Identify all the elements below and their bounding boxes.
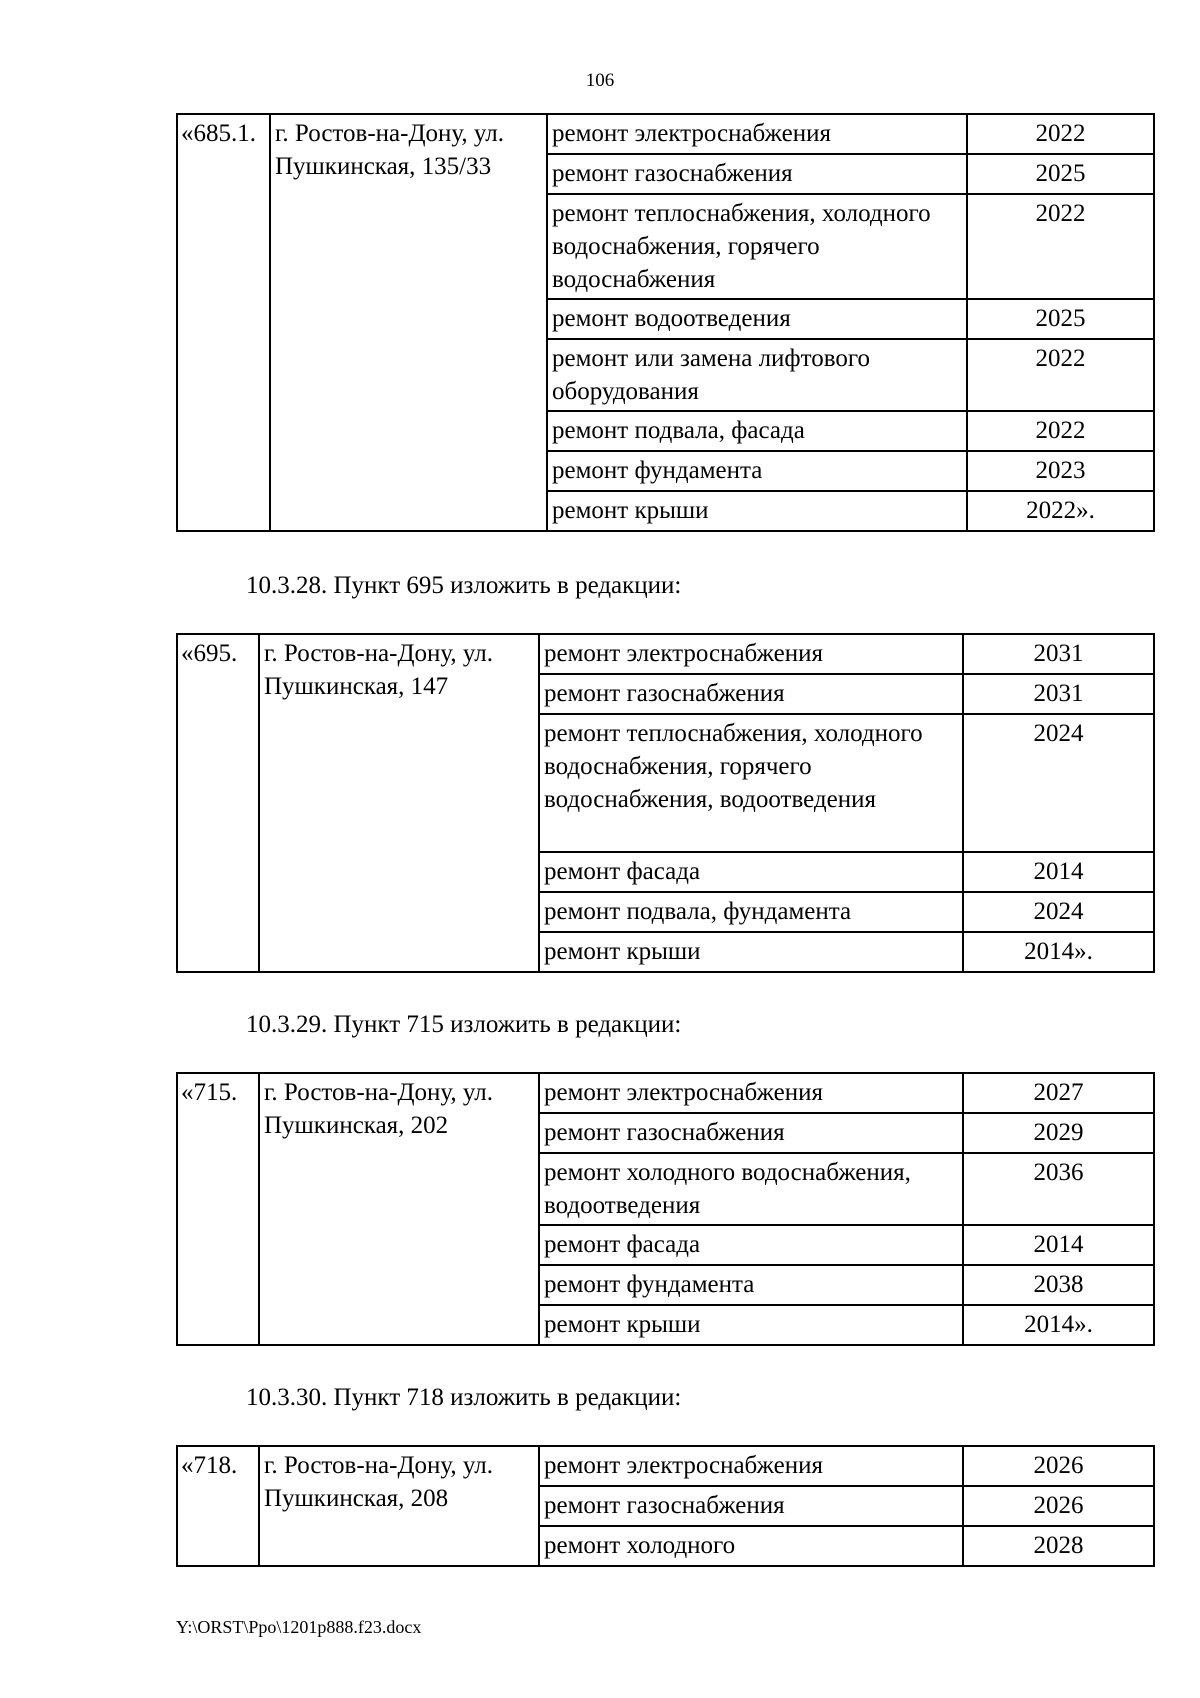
year-cell: 2014 bbox=[963, 852, 1154, 892]
repair-table bbox=[176, 113, 1155, 532]
work-cell: ремонт газоснабжения bbox=[539, 1486, 963, 1526]
table-block-685-1 bbox=[176, 113, 1153, 532]
year-cell: 2029 bbox=[963, 1113, 1154, 1153]
item-address: г. Ростов-на-Дону, ул. Пушкинская, 135/33 bbox=[270, 114, 547, 531]
year-cell: 2023 bbox=[967, 451, 1154, 491]
year-cell: 2025 bbox=[967, 299, 1154, 339]
work-cell: ремонт подвала, фундамента bbox=[539, 892, 963, 932]
table-row bbox=[177, 1073, 1154, 1113]
work-cell: ремонт фундамента bbox=[547, 451, 967, 491]
work-cell: ремонт фасада bbox=[539, 1225, 963, 1265]
item-address: г. Ростов-на-Дону, ул. Пушкинская, 208 bbox=[259, 1446, 539, 1566]
work-cell: ремонт электроснабжения bbox=[539, 634, 963, 674]
work-cell: ремонт или замена лифтового оборудования bbox=[547, 339, 967, 411]
year-cell: 2026 bbox=[963, 1486, 1154, 1526]
work-cell: ремонт холодного водоснабжения, водоотведения bbox=[539, 1153, 963, 1225]
paragraph-10-3-29: 10.3.29. Пункт 715 изложить в редакции: bbox=[246, 1011, 682, 1038]
year-cell: 2022 bbox=[967, 114, 1154, 154]
work-cell: ремонт газоснабжения bbox=[539, 674, 963, 714]
year-cell: 2022 bbox=[967, 194, 1154, 299]
year-cell: 2031 bbox=[963, 634, 1154, 674]
item-address: г. Ростов-на-Дону, ул. Пушкинская, 202 bbox=[259, 1073, 539, 1345]
paragraph-10-3-28: 10.3.28. Пункт 695 изложить в редакции: bbox=[246, 572, 682, 599]
repair-table bbox=[176, 1072, 1155, 1346]
work-cell: ремонт теплоснабжения, холодного водоснабжения, горячего водоснабжения, водоотведения bbox=[539, 714, 963, 852]
file-path-footer: Y:\ORST\Ppo\1201p888.f23.docx bbox=[176, 1617, 422, 1637]
work-cell: ремонт крыши bbox=[539, 932, 963, 972]
work-cell: ремонт крыши bbox=[539, 1305, 963, 1345]
year-cell: 2024 bbox=[963, 714, 1154, 852]
year-cell: 2024 bbox=[963, 892, 1154, 932]
year-cell: 2025 bbox=[967, 154, 1154, 194]
table-block-715 bbox=[176, 1072, 1153, 1346]
work-cell: ремонт электроснабжения bbox=[547, 114, 967, 154]
work-cell: ремонт подвала, фасада bbox=[547, 411, 967, 451]
year-cell: 2022 bbox=[967, 339, 1154, 411]
repair-table bbox=[176, 1445, 1155, 1567]
work-cell: ремонт фасада bbox=[539, 852, 963, 892]
year-cell: 2026 bbox=[963, 1446, 1154, 1486]
table-block-718 bbox=[176, 1445, 1153, 1567]
item-address: г. Ростов-на-Дону, ул. Пушкинская, 147 bbox=[259, 634, 539, 972]
table-block-695 bbox=[176, 633, 1153, 973]
work-cell: ремонт крыши bbox=[547, 491, 967, 531]
year-cell: 2038 bbox=[963, 1265, 1154, 1305]
work-cell: ремонт фундамента bbox=[539, 1265, 963, 1305]
work-cell: ремонт теплоснабжения, холодного водоснабжения, горячего водоснабжения bbox=[547, 194, 967, 299]
table-row bbox=[177, 114, 1154, 154]
year-cell: 2036 bbox=[963, 1153, 1154, 1225]
paragraph-10-3-30: 10.3.30. Пункт 718 изложить в редакции: bbox=[246, 1384, 682, 1411]
item-number: «718. bbox=[177, 1446, 259, 1566]
year-cell: 2014 bbox=[963, 1225, 1154, 1265]
item-number: «685.1. bbox=[177, 114, 270, 531]
table-row bbox=[177, 1446, 1154, 1486]
repair-table bbox=[176, 633, 1155, 973]
work-cell: ремонт холодного bbox=[539, 1526, 963, 1566]
year-cell: 2028 bbox=[963, 1526, 1154, 1566]
item-number: «715. bbox=[177, 1073, 259, 1345]
year-cell: 2014». bbox=[963, 932, 1154, 972]
year-cell: 2027 bbox=[963, 1073, 1154, 1113]
work-cell: ремонт электроснабжения bbox=[539, 1446, 963, 1486]
table-row bbox=[177, 634, 1154, 674]
work-cell: ремонт газоснабжения bbox=[539, 1113, 963, 1153]
item-number: «695. bbox=[177, 634, 259, 972]
work-cell: ремонт газоснабжения bbox=[547, 154, 967, 194]
year-cell: 2022». bbox=[967, 491, 1154, 531]
year-cell: 2014». bbox=[963, 1305, 1154, 1345]
page-number: 106 bbox=[585, 70, 615, 91]
work-cell: ремонт водоотведения bbox=[547, 299, 967, 339]
work-cell: ремонт электроснабжения bbox=[539, 1073, 963, 1113]
year-cell: 2022 bbox=[967, 411, 1154, 451]
year-cell: 2031 bbox=[963, 674, 1154, 714]
